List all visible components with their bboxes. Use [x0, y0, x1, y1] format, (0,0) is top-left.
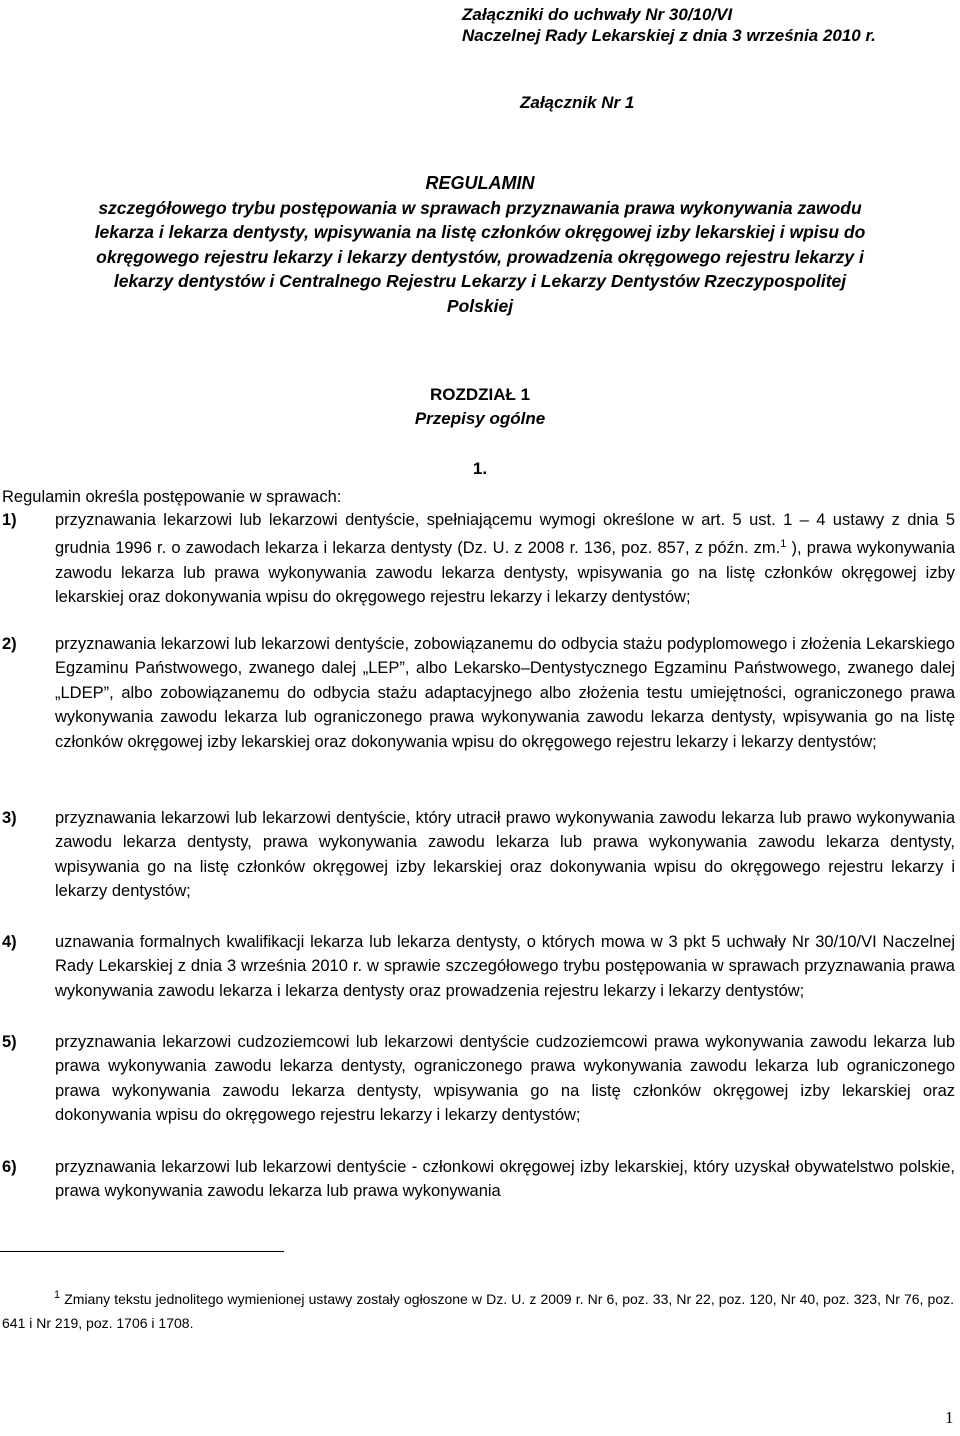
regulation-title-line-5: Polskiej — [446, 295, 514, 316]
regulation-heading: REGULAMIN — [425, 173, 535, 193]
resolution-header-line-2: Naczelnej Rady Lekarskiej z dnia 3 września 2010 r. — [462, 26, 876, 45]
regulation-title-line-2: lekarza i lekarza dentysty, wpisywania na listę członków okręgowej izby lekarskiej i wpisu do — [94, 222, 866, 242]
list-item-number: 3) — [2, 809, 17, 827]
list-item-number: 6) — [2, 1158, 17, 1176]
regulation-title — [0, 171, 960, 318]
list-item-number: 1) — [2, 511, 17, 529]
list-item-text — [55, 508, 955, 610]
list-item-text-part: przyznawania lekarzowi lub lekarzowi dentyście, spełniającemu wymogi określone w art. 5 ust. 1 – 4 ustawy z dnia 5 grudnia 1996 r. o zawodach lekarza i lekarza dentysty (Dz. U. z 2008 r. 136, poz. 857, z późn. zm. — [55, 511, 955, 558]
intro-sentence: Regulamin określa postępowanie w sprawach: — [2, 488, 342, 506]
list-item-text: przyznawania lekarzowi cudzoziemcowi lub lekarzowi dentyście cudzoziemcowi prawa wykonywania zawodu lekarza lub prawa wykonywania zawodu lekarza dentysty, ograniczonego prawa wykonywania zawodu lekarza lub ograniczonego prawa wykonywania zawodu lekarza dentysty, wpisywania go na listę członków okręgowej izby lekarskiej oraz dokonywania wpisu do okręgowego rejestru lekarzy i lekarzy dentystów; — [55, 1033, 955, 1125]
list-item-number: 4) — [2, 933, 17, 951]
resolution-header — [462, 4, 876, 46]
footnote-mark: 1 — [54, 1289, 61, 1301]
regulation-title-line-3: okręgowego rejestru lekarzy i lekarzy dentystów, prowadzenia okręgowego rejestru lekarzy i — [96, 246, 864, 267]
chapter-label: ROZDZIAŁ 1 — [429, 385, 531, 404]
list-item-number: 5) — [2, 1033, 17, 1051]
annex-number: Załącznik Nr 1 — [520, 93, 635, 112]
footnote-separator — [0, 1251, 284, 1252]
list-item-number: 2) — [2, 635, 17, 653]
footnote-text: Zmiany tekstu jednolitego wymienionej ustawy zostały ogłoszone w Dz. U. z 2009 r. Nr 6, poz. 33, Nr 22, poz. 120, Nr 40, poz. 323, Nr 76, poz. 641 i Nr 219, poz. 1706 i 1708. — [2, 1291, 954, 1331]
list-item-text: przyznawania lekarzowi lub lekarzowi dentyście - członkowi okręgowej izby lekarskiej, który uzyskał obywatelstwo polskie, prawa wykonywania zawodu lekarza lub prawa wykonywania — [55, 1158, 955, 1201]
chapter-heading — [0, 383, 960, 431]
chapter-subtitle: Przepisy ogólne — [414, 409, 546, 428]
footnote — [2, 1283, 954, 1335]
page-number: 1 — [945, 1408, 954, 1427]
list-item-text: przyznawania lekarzowi lub lekarzowi dentyście, który utracił prawo wykonywania zawodu lekarza lub prawo wykonywania zawodu lekarza dentysty, prawa wykonywania zawodu lekarza lub prawa wykonywania zawodu lekarza dentysty, wpisywania go na listę członków okręgowej izby lekarskiej oraz dokonywania wpisu do okręgowego rejestru lekarzy i lekarzy dentystów; — [55, 809, 955, 901]
footnote-reference: 1 — [780, 538, 787, 551]
regulation-title-line-1: szczegółowego trybu postępowania w sprawach przyznawania prawa wykonywania zawodu — [98, 197, 862, 218]
list-item-text-part: ), prawa wykonywania zawodu lekarza lub prawa wykonywania zawodu lekarza dentysty, wpisywania go na listę członków okręgowej izby lekarskiej oraz dokonywania wpisu do okręgowego rejestru lekarzy i lekarzy dentystów; — [55, 539, 955, 607]
regulation-title-line-4: lekarzy dentystów i Centralnego Rejestru Lekarzy i Lekarzy Dentystów Rzeczypospolitej — [113, 271, 847, 291]
list-item-text: przyznawania lekarzowi lub lekarzowi dentyście, zobowiązanemu do odbycia stażu podyplomowego i złożenia Lekarskiego Egzaminu Państwowego, zwanego dalej „LEP”, albo Lekarsko–Dentystycznego Egzaminu Państwowego, zwanego dalej „LDEP”, albo zobowiązanemu do odbycia stażu adaptacyjnego albo złożenia testu umiejętności, ograniczonego prawa wykonywania zawodu lekarza lub ograniczonego prawa wykonywania zawodu lekarza dentysty, wpisywania go na listę członków okręgowej izby lekarskiej oraz dokonywania wpisu do okręgowego rejestru lekarzy i lekarzy dentystów; — [55, 635, 955, 751]
section-mark: 1. — [472, 459, 488, 478]
resolution-header-line-1: Załączniki do uchwały Nr 30/10/VI — [462, 5, 733, 24]
list-item-text: uznawania formalnych kwalifikacji lekarza lub lekarza dentysty, o których mowa w 3 pkt 5 uchwały Nr 30/10/VI Naczelnej Rady Lekarskiej z dnia 3 września 2010 r. w sprawie szczegółowego trybu postępowania w sprawach przyznawania prawa wykonywania zawodu lekarza i lekarza dentysty oraz prowadzenia rejestru lekarzy i lekarzy dentystów; — [55, 933, 955, 1000]
